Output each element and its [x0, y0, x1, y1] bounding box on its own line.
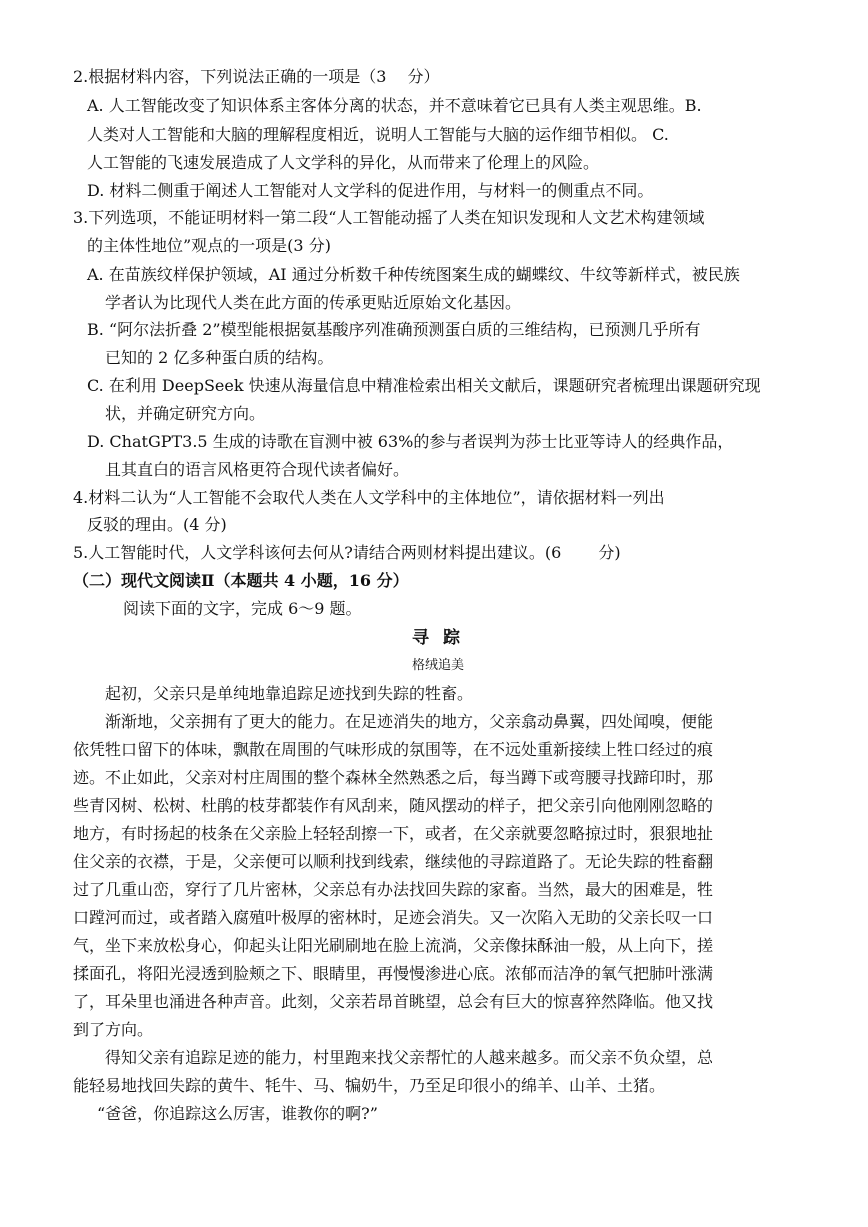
q2-option-d: D. 材料二侧重于阐述人工智能对人文学科的促进作用，与材料一的侧重点不同。 — [87, 181, 654, 200]
story-p2-line5: 地方，有时扬起的枝条在父亲脸上轻轻刮擦一下，或者，在父亲就要忽略掠过时，狠狠地扯 — [73, 824, 714, 843]
q3-option-a-line1: A. 在苗族纹样保护领域，AI 通过分析数千种传统图案生成的蝴蝶纹、牛纹等新样式，被民族 — [87, 265, 740, 284]
story-p2-line8: 口蹚河而过，或者踏入腐殖叶极厚的密林时，足迹会消失。又一次陷入无助的父亲长叹一口 — [73, 908, 714, 927]
q4-line2: 反驳的理由。(4 分) — [87, 515, 227, 534]
story-p2-line11: 了，耳朵里也涌进各种声音。此刻，父亲若昂首眺望，总会有巨大的惊喜猝然降临。他又找 — [73, 992, 714, 1011]
story-p2-line1: 渐渐地，父亲拥有了更大的能力。在足迹消失的地方，父亲翕动鼻翼，四处闻嗅，便能 — [105, 712, 714, 731]
q3-option-c-line2: 状，并确定研究方向。 — [105, 404, 266, 423]
q2-option-c-line: 人工智能的飞速发展造成了人文学科的异化，从而带来了伦理上的风险。 — [87, 153, 600, 172]
story-p2-line7: 过了几重山峦，穿行了几片密林，父亲总有办法找回失踪的家畜。当然，最大的困难是，牲 — [73, 880, 714, 899]
story-p2-line3: 迹。不止如此，父亲对村庄周围的整个森林全然熟悉之后，每当蹲下或弯腰寻找蹄印时，那 — [73, 768, 714, 787]
story-p2-line2: 依凭牲口留下的体味，飘散在周围的气味形成的氛围等，在不远处重新接续上牲口经过的痕 — [73, 740, 714, 759]
story-title: 寻踪 — [412, 628, 474, 648]
story-author: 格绒追美 — [412, 658, 465, 673]
story-p2-line4: 些青冈树、松树、杜鹃的枝芽都装作有风刮来，随风摆动的样子，把父亲引向他刚刚忽略的 — [73, 796, 714, 815]
story-p2-line10: 揉面孔，将阳光浸透到脸颊之下、眼睛里，再慢慢渗进心底。浓郁而洁净的氧气把肺叶涨满 — [73, 964, 714, 983]
story-p3-line2: 能轻易地找回失踪的黄牛、牦牛、马、犏奶牛，乃至足印很小的绵羊、山羊、土猪。 — [73, 1076, 666, 1095]
q3-stem-line2: 的主体性地位”观点的一项是(3 分) — [87, 236, 331, 255]
q3-option-d-line1: D. ChatGPT3.5 生成的诗歌在盲测中被 63%的参与者误判为莎士比亚等诗人的经典作品， — [87, 432, 734, 451]
q2-stem: 2.根据材料内容，下列说法正确的一项是（3 分） — [73, 67, 440, 86]
q3-option-b-line2: 已知的 2 亿多种蛋白质的结构。 — [105, 348, 334, 367]
story-p2-line6: 住父亲的衣襟，于是，父亲便可以顺利找到线索，继续他的寻踪道路了。无论失踪的牲畜翻 — [73, 852, 714, 871]
section-heading: （二）现代文阅读Ⅱ（本题共 4 小题，16 分） — [73, 571, 409, 590]
q2-option-b-line: 人类对人工智能和大脑的理解程度相近，说明人工智能与大脑的运作细节相似。 C. — [87, 125, 669, 144]
q3-option-b-line1: B. “阿尔法折叠 2”模型能根据氨基酸序列准确预测蛋白质的三维结构，已预测几乎所有 — [87, 320, 701, 339]
story-paragraph-4: “爸爸，你追踪这么厉害，谁教你的啊?” — [97, 1104, 378, 1123]
q5-line1: 5.人工智能时代，人文学科该何去何从?请结合两则材料提出建议。(6 分) — [73, 543, 621, 562]
q2-option-a-line1: A. 人工智能改变了知识体系主客体分离的状态，并不意味着它已具有人类主观思维。B. — [87, 96, 702, 115]
q3-option-c-line1: C. 在利用 DeepSeek 快速从海量信息中精准检索出相关文献后，课题研究者梳理出课题研究现 — [87, 376, 761, 395]
story-paragraph-1: 起初，父亲只是单纯地靠追踪足迹找到失踪的牲畜。 — [105, 684, 474, 703]
story-p2-line12: 到了方向。 — [73, 1020, 154, 1039]
q4-line1: 4.材料二认为“人工智能不会取代人类在人文学科中的主体地位”，请依据材料一列出 — [73, 488, 665, 507]
q3-option-a-line2: 学者认为比现代人类在此方面的传承更贴近原始文化基因。 — [105, 293, 522, 312]
section-instruction: 阅读下面的文字，完成 6～9 题。 — [123, 599, 362, 618]
q3-option-d-line2: 且其直白的语言风格更符合现代读者偏好。 — [105, 460, 410, 479]
story-p3-line1: 得知父亲有追踪足迹的能力，村里跑来找父亲帮忙的人越来越多。而父亲不负众望，总 — [105, 1048, 714, 1067]
story-p2-line9: 气，坐下来放松身心，仰起头让阳光刷刷地在脸上流淌，父亲像抹酥油一般，从上向下，搓 — [73, 936, 714, 955]
q3-stem-line1: 3.下列选项，不能证明材料一第二段“人工智能动摇了人类在知识发现和人文艺术构建领域 — [73, 208, 705, 227]
